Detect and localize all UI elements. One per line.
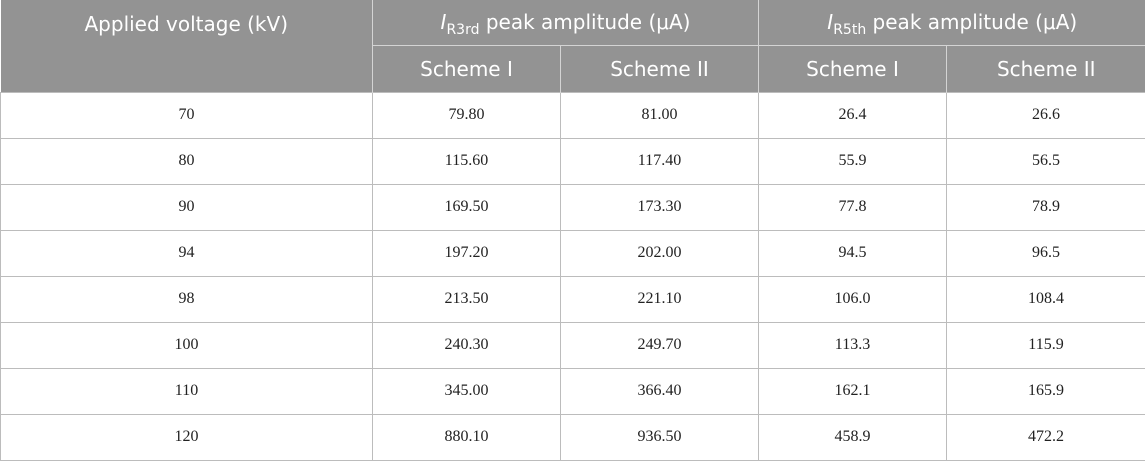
table-row bbox=[1, 230, 1145, 276]
cell-ir3rd-scheme-1: 115.60 bbox=[373, 138, 561, 184]
cell-ir3rd-scheme-2: 221.10 bbox=[561, 276, 759, 322]
cell-ir5th-scheme-2: 56.5 bbox=[947, 138, 1145, 184]
cell-voltage: 94 bbox=[1, 230, 373, 276]
header-ir3rd-scheme-1: Scheme I bbox=[373, 45, 561, 92]
table-row bbox=[1, 138, 1145, 184]
table-row bbox=[1, 414, 1145, 460]
cell-ir5th-scheme-1: 458.9 bbox=[759, 414, 947, 460]
cell-ir5th-scheme-2: 78.9 bbox=[947, 184, 1145, 230]
header-ir5th-peak-amplitude bbox=[759, 0, 1145, 45]
table-header bbox=[1, 0, 1145, 92]
cell-voltage: 98 bbox=[1, 276, 373, 322]
cell-ir5th-scheme-2: 472.2 bbox=[947, 414, 1145, 460]
table-row bbox=[1, 184, 1145, 230]
cell-ir5th-scheme-1: 26.4 bbox=[759, 92, 947, 138]
cell-ir3rd-scheme-2: 366.40 bbox=[561, 368, 759, 414]
cell-ir3rd-scheme-1: 197.20 bbox=[373, 230, 561, 276]
header-ir3rd-symbol: I bbox=[441, 10, 447, 34]
cell-ir3rd-scheme-2: 81.00 bbox=[561, 92, 759, 138]
cell-ir5th-scheme-2: 115.9 bbox=[947, 322, 1145, 368]
header-ir3rd-peak-amplitude bbox=[373, 0, 759, 45]
cell-ir3rd-scheme-2: 249.70 bbox=[561, 322, 759, 368]
cell-ir5th-scheme-2: 108.4 bbox=[947, 276, 1145, 322]
cell-ir3rd-scheme-1: 345.00 bbox=[373, 368, 561, 414]
table-body bbox=[1, 92, 1145, 460]
cell-ir5th-scheme-1: 113.3 bbox=[759, 322, 947, 368]
cell-voltage: 90 bbox=[1, 184, 373, 230]
cell-ir3rd-scheme-1: 79.80 bbox=[373, 92, 561, 138]
cell-ir5th-scheme-1: 77.8 bbox=[759, 184, 947, 230]
header-row-main bbox=[1, 0, 1145, 45]
cell-ir3rd-scheme-1: 213.50 bbox=[373, 276, 561, 322]
cell-voltage: 70 bbox=[1, 92, 373, 138]
header-ir3rd-scheme-2: Scheme II bbox=[561, 45, 759, 92]
header-ir5th-scheme-2: Scheme II bbox=[947, 45, 1145, 92]
table-row bbox=[1, 322, 1145, 368]
table-row bbox=[1, 92, 1145, 138]
cell-ir5th-scheme-1: 162.1 bbox=[759, 368, 947, 414]
header-ir3rd-subscript: R3rd bbox=[446, 22, 479, 38]
cell-ir5th-scheme-2: 26.6 bbox=[947, 92, 1145, 138]
header-ir5th-symbol: I bbox=[827, 10, 833, 34]
cell-ir3rd-scheme-1: 880.10 bbox=[373, 414, 561, 460]
cell-ir3rd-scheme-1: 169.50 bbox=[373, 184, 561, 230]
table-row bbox=[1, 276, 1145, 322]
cell-ir5th-scheme-2: 165.9 bbox=[947, 368, 1145, 414]
header-ir5th-label: peak amplitude (μA) bbox=[866, 10, 1077, 34]
cell-ir3rd-scheme-1: 240.30 bbox=[373, 322, 561, 368]
cell-voltage: 120 bbox=[1, 414, 373, 460]
table-row bbox=[1, 368, 1145, 414]
cell-ir3rd-scheme-2: 202.00 bbox=[561, 230, 759, 276]
cell-ir5th-scheme-1: 106.0 bbox=[759, 276, 947, 322]
header-ir5th-scheme-1: Scheme I bbox=[759, 45, 947, 92]
cell-ir5th-scheme-1: 94.5 bbox=[759, 230, 947, 276]
header-ir3rd-label: peak amplitude (μA) bbox=[479, 10, 690, 34]
cell-voltage: 80 bbox=[1, 138, 373, 184]
cell-ir5th-scheme-1: 55.9 bbox=[759, 138, 947, 184]
cell-ir5th-scheme-2: 96.5 bbox=[947, 230, 1145, 276]
cell-voltage: 110 bbox=[1, 368, 373, 414]
header-ir5th-subscript: R5th bbox=[833, 22, 866, 38]
cell-ir3rd-scheme-2: 173.30 bbox=[561, 184, 759, 230]
cell-ir3rd-scheme-2: 936.50 bbox=[561, 414, 759, 460]
header-applied-voltage: Applied voltage (kV) bbox=[1, 0, 373, 92]
cell-ir3rd-scheme-2: 117.40 bbox=[561, 138, 759, 184]
cell-voltage: 100 bbox=[1, 322, 373, 368]
